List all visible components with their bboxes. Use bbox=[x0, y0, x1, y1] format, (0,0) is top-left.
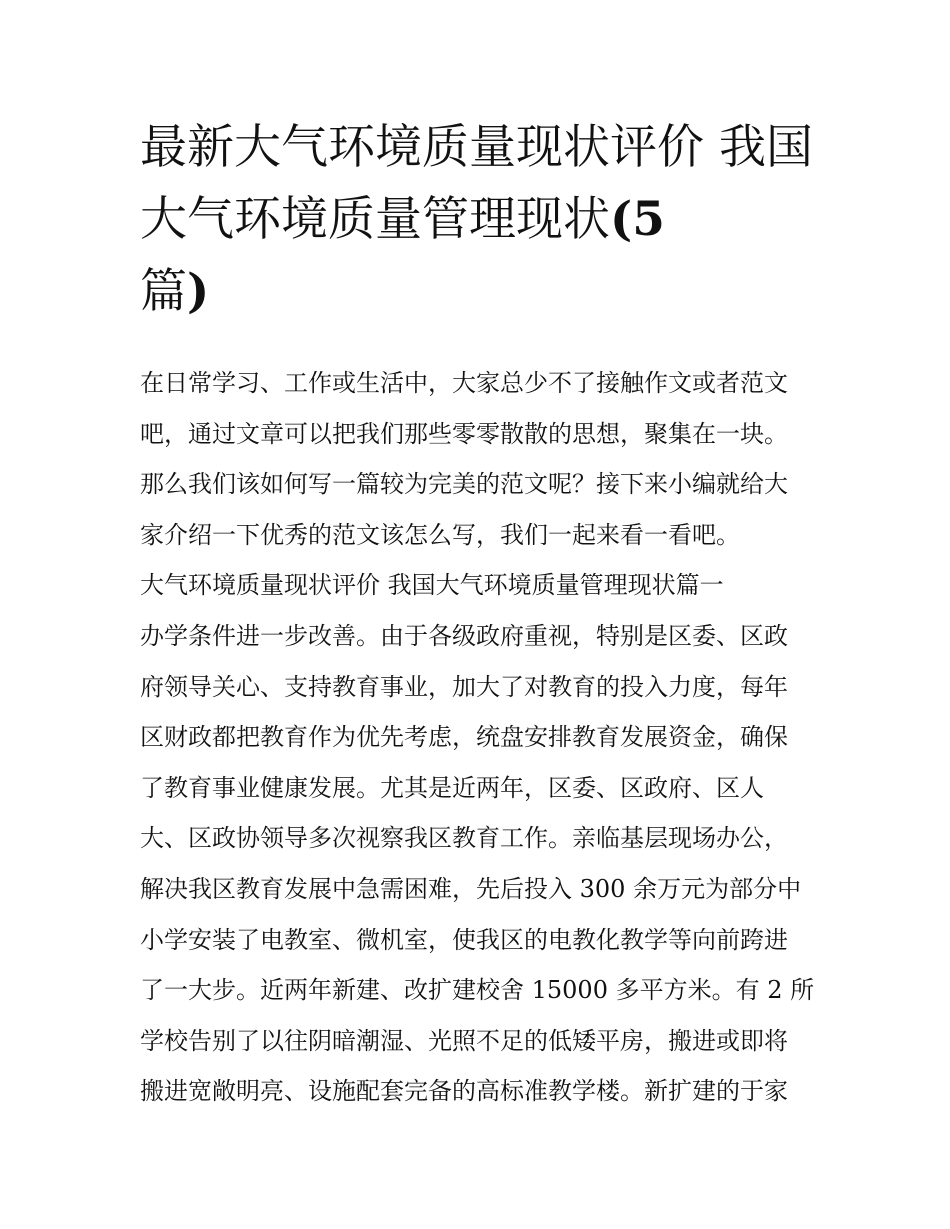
title-paren-close: ) bbox=[187, 264, 210, 319]
document-body bbox=[140, 358, 820, 1117]
title-main-text: 最新大气环境质量现状评价 我国大气环境质量管理现状 bbox=[140, 120, 813, 247]
intro-line-2: 吧，通过文章可以把我们那些零零散散的思想，聚集在一块。 bbox=[140, 419, 788, 448]
title-word: 篇 bbox=[140, 264, 187, 319]
document-title bbox=[140, 112, 820, 328]
intro-line-1: 在日常学习、工作或生活中，大家总少不了接触作文或者范文 bbox=[140, 369, 788, 397]
body-line-4: 了教育事业健康发展。尤其是近两年，区委、区政府、区人 bbox=[140, 773, 764, 802]
title-paren-open: (5 bbox=[610, 192, 665, 247]
body-line-5: 大、区政协领导多次视察我区教育工作。亲临基层现场办公， bbox=[140, 824, 788, 853]
body-line-7: 小学安装了电教室、微机室，使我区的电教化教学等向前跨进 bbox=[140, 925, 788, 954]
body-line-1: 办学条件进一步改善。由于各级政府重视，特别是区委、区政 bbox=[140, 621, 788, 650]
body-line-10: 搬进宽敞明亮、设施配套完备的高标准教学楼。新扩建的于家 bbox=[140, 1077, 788, 1106]
body-line-2: 府领导关心、支持教育事业，加大了对教育的投入力度，每年 bbox=[140, 672, 788, 701]
intro-line-3: 那么我们该如何写一篇较为完美的范文呢？接下来小编就给大 bbox=[140, 470, 788, 499]
body-line-3: 区财政都把教育作为优先考虑，统盘安排教育发展资金，确保 bbox=[140, 723, 788, 752]
section-heading: 大气环境质量现状评价 我国大气环境质量管理现状篇一 bbox=[140, 571, 724, 600]
body-line-9: 学校告别了以往阴暗潮湿、光照不足的低矮平房，搬进或即将 bbox=[140, 1026, 788, 1055]
body-line-8: 了一大步。近两年新建、改扩建校舍 15000 多平方米。有 2 所 bbox=[140, 976, 815, 1005]
intro-line-4: 家介绍一下优秀的范文该怎么写，我们一起来看一看吧。 bbox=[140, 520, 740, 549]
body-line-6: 解决我区教育发展中急需困难，先后投入 300 余万元为部分中 bbox=[140, 874, 802, 903]
